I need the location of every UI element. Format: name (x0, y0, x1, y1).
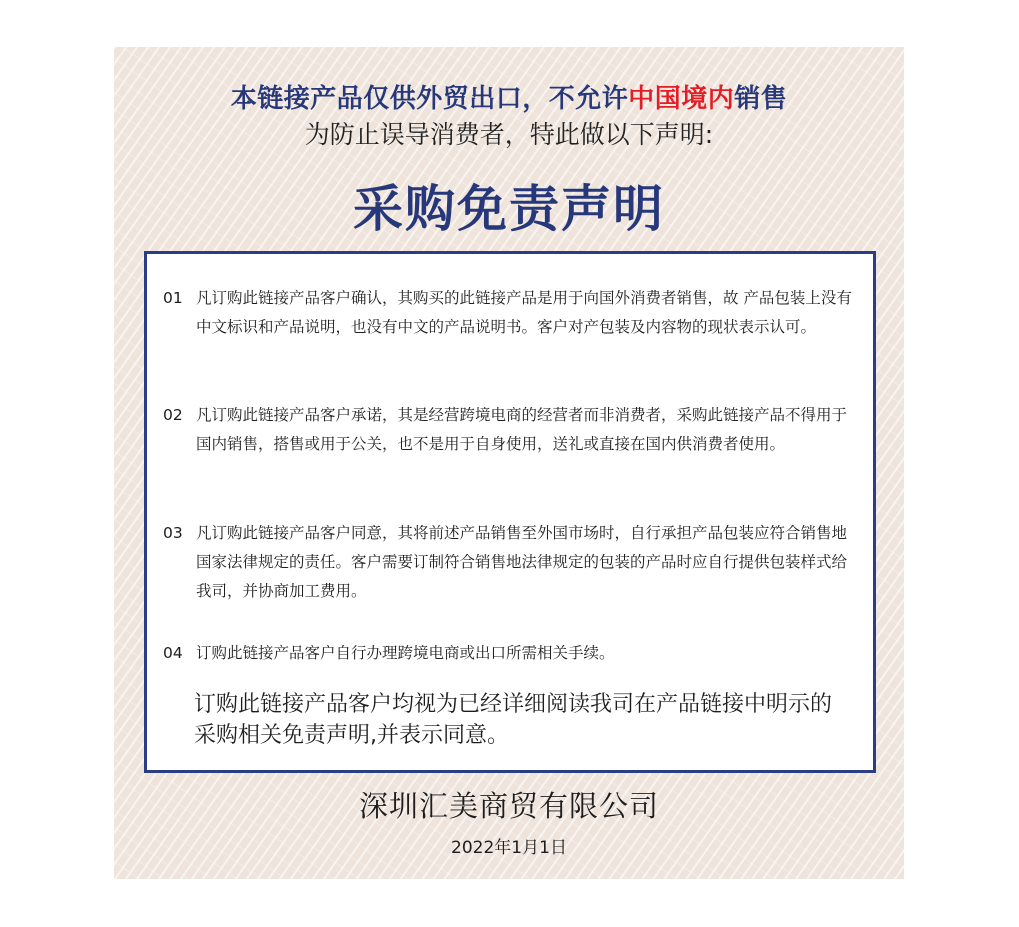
clause-number: 01 (163, 289, 183, 307)
clause-number: 02 (163, 406, 183, 424)
clause-number: 03 (163, 524, 183, 542)
disclaimer-poster (114, 47, 904, 879)
agreement-statement: 订购此链接产品客户均视为已经详细阅读我司在产品链接中明示的采购相关免责声明,并表示同意。 (194, 692, 833, 748)
company-name: 深圳汇美商贸有限公司 (358, 789, 659, 823)
export-only-headline (114, 78, 904, 115)
clauses-box (144, 251, 876, 773)
clause-number: 04 (163, 644, 183, 662)
headline-highlight-text: 中国境内 (628, 84, 735, 114)
clause-text: 凡订购此链接产品客户承诺，其是经营跨境电商的经营者而非消费者，采购此链接产品不得用于国内销售，搭售或用于公关，也不是用于自身使用，送礼或直接在国内供消费者使用。 (196, 406, 848, 453)
headline-text-after: 销售 (734, 84, 788, 114)
issue-date: 2022年1月1日 (451, 838, 567, 858)
headline-text-before: 本链接产品仅供外贸出口，不允许 (230, 84, 629, 114)
clause-text: 凡订购此链接产品客户同意，其将前述产品销售至外国市场时，自行承担产品包装应符合销售地国家法律规定的责任。客户需要订制符合销售地法律规定的包装的产品时应自行提供包装样式给我司，并协商加工费用。 (196, 524, 848, 600)
clause-text: 订购此链接产品客户自行办理跨境电商或出口所需相关手续。 (196, 644, 615, 662)
declaration-intro: 为防止误导消费者，特此做以下声明: (304, 120, 714, 149)
page-title: 采购免责声明 (353, 180, 665, 238)
clause-text: 凡订购此链接产品客户确认，其购买的此链接产品是用于向国外消费者销售，故 产品包装上没有中文标识和产品说明，也没有中文的产品说明书。客户对产包装及内容物的现状表示认可。 (196, 289, 852, 336)
